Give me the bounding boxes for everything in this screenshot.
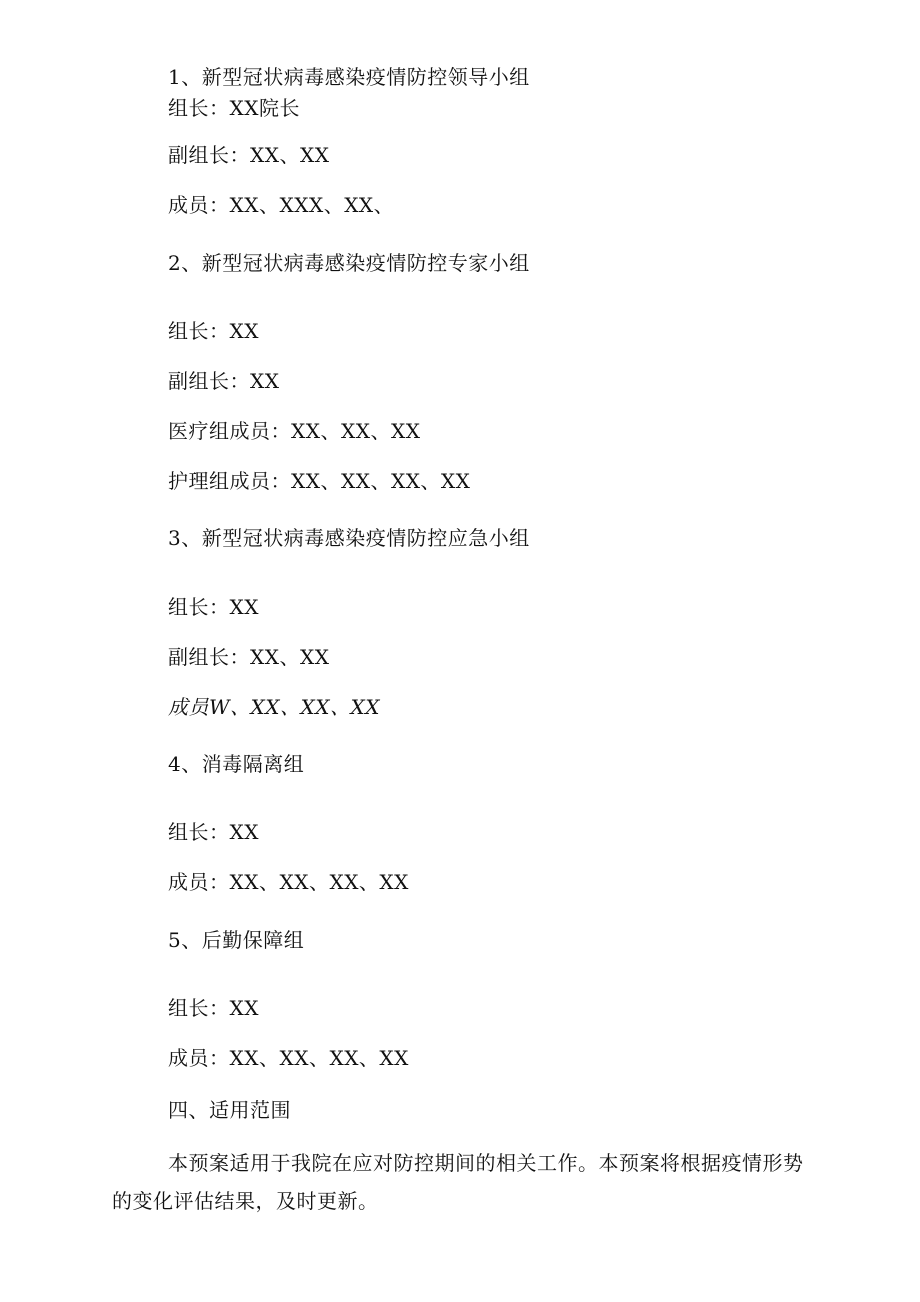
group-heading-2: 2、新型冠状病毒感染疫情防控专家小组	[168, 251, 530, 275]
group-3-members: 成员W、XX、XX、XX	[168, 695, 380, 719]
group-3-deputy: 副组长：XX、XX	[168, 645, 330, 669]
section-body: 本预案适用于我院在应对防控期间的相关工作。本预案将根据疫情形势的变化评估结果，及时更新。	[112, 1151, 804, 1213]
group-2-leader: 组长：XX	[168, 319, 259, 343]
group-2-nursing-members: 护理组成员：XX、XX、XX、XX	[168, 469, 471, 493]
group-5-leader: 组长：XX	[168, 996, 259, 1020]
group-3-leader: 组长：XX	[168, 595, 259, 619]
group-1-deputy: 副组长：XX、XX	[168, 143, 330, 167]
group-4-leader: 组长：XX	[168, 820, 259, 844]
group-heading-3: 3、新型冠状病毒感染疫情防控应急小组	[168, 526, 530, 550]
group-2-medical-members: 医疗组成员：XX、XX、XX	[168, 419, 421, 443]
group-5-members: 成员：XX、XX、XX、XX	[168, 1046, 409, 1070]
group-1-members: 成员：XX、XXX、XX、	[168, 193, 395, 217]
group-heading-5: 5、后勤保障组	[168, 928, 305, 952]
group-1-leader: 组长：XX院长	[168, 96, 300, 120]
group-4-members: 成员：XX、XX、XX、XX	[168, 870, 409, 894]
group-2-deputy: 副组长：XX	[168, 369, 280, 393]
group-heading-4: 4、消毒隔离组	[168, 752, 305, 776]
section-heading: 四、适用范围	[168, 1098, 291, 1122]
group-heading-1: 1、新型冠状病毒感染疫情防控领导小组	[168, 65, 530, 89]
